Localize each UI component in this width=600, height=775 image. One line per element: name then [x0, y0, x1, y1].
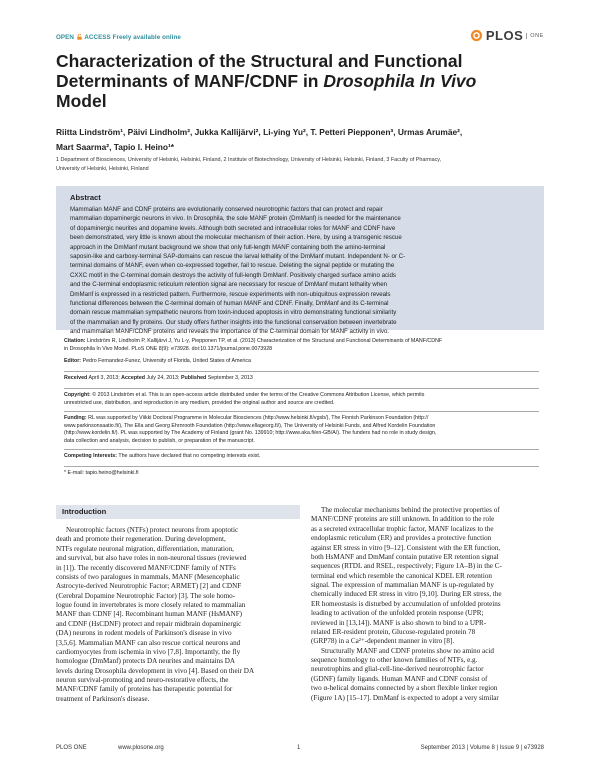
abstract-line: terminal domains of MANF, even when co-expressed together, fail to rescue. Deleting the signal peptide or mutating the	[70, 262, 395, 270]
left-column	[56, 526, 300, 704]
journal-logo[interactable]	[470, 28, 544, 43]
intro-left-line: cardiomyocytes from ischemia in vivo [7,8]. Importantly, the fly	[56, 647, 241, 656]
intro-left-line: death and promote their regeneration. During development,	[56, 535, 226, 544]
abstract-box	[56, 186, 544, 336]
intro-left-line: and survival, but also have roles in non-neuronal tissues (reviewed	[56, 554, 247, 563]
funding-text-1: RL was supported by Viikki Doctoral Programme in Molecular Biosciences (http://www.helsinki.fi/vgsb/), The Finnish Parkinson Foundation (http://	[88, 415, 429, 421]
copyright-text-1: © 2013 Lindström et al. This is an open-access article distributed under the terms of the Creative Commons Attribution License, which permits	[92, 392, 425, 398]
affiliations	[56, 156, 546, 174]
intro-right-line: (GRP78) in a Ca²⁺-dependent manner in vitro [8].	[311, 637, 455, 646]
intro-left-line: MANF than CDNF [4]. Recombinant human MANF (HsMANF)	[56, 610, 243, 619]
intro-right-line: sequence homology to other known families of NTFs, e.g.	[311, 656, 478, 664]
right-column	[311, 506, 545, 703]
email-label: * E-mail:	[64, 470, 85, 476]
intro-right-line: sequences (RTDL and RSEL, respectively; Figure 1A–B) in the C-	[311, 562, 502, 571]
intro-left-line: consists of two paralogues in mammals, MANF (Mesencephalic	[56, 572, 240, 581]
intro-right-line: neurotrophins and glial-cell-line-derived neurotrophic factor	[311, 665, 484, 674]
journal-subtitle: ONE	[526, 33, 544, 39]
intro-right-line: reviewed in [13,14]). MANF is also shown to bind to a UPR-	[311, 618, 487, 627]
intro-right-line: two α-helical domains connected by a short flexible linker region	[311, 684, 498, 693]
intro-right-line: chemically induced ER stress in vitro [9,10]. During ER stress, the	[311, 590, 502, 599]
abstract-line: mammalian dopaminergic neurons in vivo. In Drosophila, the sole MANF protein (DmManf) is needed for the maintenance	[70, 215, 401, 223]
competing-interests	[64, 453, 539, 461]
intro-right-line: Structurally MANF and CDNF proteins show no amino acid	[321, 646, 494, 655]
open-access-tagline: ACCESS Freely available online	[84, 34, 181, 41]
author-line-2: Mart Saarma², Tapio I. Heino¹*	[56, 142, 175, 152]
competing-label: Competing Interests:	[64, 453, 117, 459]
abstract-line: and the C-terminal endoplasmic reticulum retention signal are necessary for rescue of DmManf mutant lethality when	[70, 281, 388, 289]
abstract-line: and mammalian MANF/CDNF proteins and reveals the importance of the C-terminal domain for MANF activity in vivo.	[70, 328, 390, 336]
funding-text-2: www.parkinsonsaatio.fi/), The Ella and Georg Ehrnrooth Foundation (http://www.ellageorg.fi/), The University of Helsinki Funds, and Alfred Kordelin Foundation	[64, 422, 436, 429]
intro-right-line: (Figure 1A) [15–17]. DmManf is expected to adopt a very similar	[311, 693, 499, 702]
intro-left-line: MANF/CDNF family of proteins has therapeutic potential for	[56, 685, 233, 694]
editor-text: Pedro Fernandez-Funez, University of Florida, United States of America	[82, 358, 251, 364]
divider	[64, 371, 539, 372]
editor-line	[64, 358, 539, 366]
title-line-2-plain: Determinants of MANF/CDNF in	[56, 71, 324, 91]
intro-left-line: homologue (DmManf) protects DA neurites and maintains DA	[56, 657, 236, 666]
abstract-line: DmManf is expressed in a restricted pattern. Furthermore, rescue experiments with non-ubiquitous expression reveals	[70, 290, 391, 298]
competing-text: The authors have declared that no competing interests exist.	[118, 453, 261, 459]
intro-right-line: as a secreted extracellular trophic factor, MANF localizes to the	[311, 524, 494, 533]
abstract-line: Mammalian MANF and CDNF proteins are evolutionarily conserved neurotrophic factors that can protect and repair	[70, 206, 383, 213]
accepted-label: Accepted	[121, 375, 145, 381]
funding-label: Funding:	[64, 415, 87, 421]
abstract-line: domain rescue mammalian sympathetic neurons from toxin-induced apoptosis in vitro demonstrating functional similarity	[70, 309, 397, 317]
intro-right-line: related ER-resident protein, Glucose-regulated protein 78	[311, 627, 476, 636]
open-access-label: OPEN	[56, 34, 74, 41]
divider	[64, 449, 539, 450]
intro-right-line: (GDNF) family ligands. Human MANF and CDNF consist of	[311, 674, 488, 683]
funding-text-3: (http://www.kordelin.fi/). PL was supported by The Academy of Finland (grant No. 139910; http://www.aka.fi/en-GB/A/). The funders had no role in study design,	[64, 430, 437, 437]
intro-left-line: NTFs regulate neuronal migration, differentiation, maturation,	[56, 544, 234, 553]
abstract-line: been demonstrated, very little is known about the molecular mechanism of their action. Here, by using a transgenic rescue	[70, 234, 402, 242]
title-line-3: Model	[56, 91, 107, 111]
citation-label: Citation:	[64, 338, 86, 344]
abstract-line: saposin-like and carboxy-terminal SAP-domains can rescue the larval lethality of the DmManf mutant. Independent N- or C-	[70, 253, 406, 261]
intro-right-line: endoplasmic reticulum (ER) and provides a protective function	[311, 534, 492, 543]
title-line-1: Characterization of the Structural and Functional	[56, 51, 463, 71]
citation-text-1: Lindström R, Lindholm P, Kallijärvi J, Yu L-y, Piepponen TP, et al. (2013) Characterization of the Structural and Functional Determinants of MANF/CDNF	[86, 338, 443, 344]
divider	[64, 411, 539, 412]
intro-right-line: both HsMANF and DmManf contain putative ER retention signal	[311, 552, 499, 561]
intro-paragraph-1	[56, 526, 300, 704]
intro-left-line: and CDNF (HsCDNF) protect and repair midbrain dopaminergic	[56, 619, 242, 628]
author-list	[56, 125, 546, 155]
copyright-label: Copyright:	[64, 392, 91, 398]
abstract-line: approach in the DmManf mutant background we show that only full-length MANF containing both the amino-terminal	[70, 243, 386, 251]
abstract-line: CXXC motif in the C-terminal domain destroys the activity of full-length DmManf. Positively charged surface amino acids	[70, 271, 396, 279]
title-line-2-italic: Drosophila In Vivo	[323, 71, 477, 91]
divider	[64, 466, 539, 467]
intro-paragraph-3	[311, 647, 545, 703]
abstract-line: of the mammalian and fly proteins. Our study offers further insights into the functional conservation between invertebrate	[70, 318, 397, 326]
editor-label: Editor:	[64, 358, 82, 364]
email-address[interactable]: tapio.heino@helsinki.fi	[85, 470, 139, 476]
footer-issue: September 2013 | Volume 8 | Issue 9 | e73928	[420, 745, 544, 751]
footer-page-number: 1	[297, 745, 301, 751]
intro-right-line: ER homeostasis is disturbed by accumulation of unfolded proteins	[311, 599, 501, 608]
open-lock-icon	[77, 34, 82, 40]
citation-text-2: in Drosophila In Vivo Model. PLoS ONE 8(9): e73928. doi:10.1371/journal.pone.0073928	[64, 345, 273, 352]
intro-left-line: Astrocyte-derived Neurotrophic Factor; ARMET) [2] and CDNF	[56, 582, 242, 591]
published-label: Published	[180, 375, 207, 381]
journal-name: PLOS	[485, 28, 524, 43]
intro-left-line: logue found in invertebrates is more closely related to mammalian	[56, 601, 246, 609]
intro-right-line: terminal end which resemble the canonical KDEL ER retention	[311, 571, 492, 580]
footer-journal: PLOS ONE	[56, 745, 87, 751]
published-date: September 3, 2013	[207, 375, 253, 381]
title-line-2	[56, 71, 546, 91]
intro-left-line: (Cerebral Dopamine Neurotrophic Factor) [3]. The sole homo-	[56, 591, 236, 600]
citation	[64, 338, 539, 353]
dates-line	[64, 375, 539, 383]
abstract-heading: Abstract	[70, 193, 101, 202]
abstract-line: functional differences between the C-terminal domain of human MANF and CDNF. Finally, DmManf and its C-terminal	[70, 300, 389, 308]
intro-left-line: in [1]). The recently discovered MANF/CDNF family of NTFs	[56, 563, 236, 572]
intro-left-line: treatment of Parkinson's disease.	[56, 694, 150, 703]
intro-right-line: MANF/CDNF proteins are still unknown. In addition to the role	[311, 515, 495, 524]
email-line	[64, 470, 539, 478]
intro-left-line: (DA) neurons in rodent models of Parkinson's disease in vivo	[56, 629, 232, 638]
divider	[64, 388, 539, 389]
open-access-banner	[56, 34, 181, 41]
funding-text-4: data collection and analysis, decision to publish, or preparation of the manuscript.	[64, 437, 255, 444]
intro-right-line: signal. The expression of mammalian MANF is up-regulated by	[311, 581, 494, 589]
intro-left-line: levels during Drosophila development in vivo [4]. Based on their DA	[56, 666, 255, 675]
intro-right-line: against ER stress in vitro [9–12]. Consistent with the ER function,	[311, 543, 501, 552]
abstract-line: of dopaminergic neurites and dopamine levels. Although both secreted and intracellular roles for MANF and CDNF have	[70, 224, 396, 232]
affiliation-line-1: 1 Department of Biosciences, University of Helsinki, Helsinki, Finland, 2 Institute of Biotechnology, University of Helsinki, Helsinki, Finland, 3 Faculty of Pharmacy,	[56, 157, 442, 163]
footer-url[interactable]: www.plosone.org	[118, 745, 164, 751]
author-line-1: Riitta Lindström¹, Päivi Lindholm², Jukka Kallijärvi², Li-ying Yu², T. Petteri Piepponen³, Urmas Arumäe²,	[56, 127, 463, 137]
accepted-date: July 24, 2013;	[146, 375, 180, 381]
intro-right-line: The molecular mechanisms behind the protective properties of	[321, 506, 500, 514]
affiliation-line-2: University of Helsinki, Helsinki, Finland	[56, 166, 149, 172]
received-date: April 3, 2013;	[88, 375, 120, 381]
intro-left-line: Neurotrophic factors (NTFs) protect neurons from apoptotic	[66, 526, 239, 534]
plos-logo-icon	[470, 29, 483, 42]
funding	[64, 415, 539, 445]
intro-left-line: neuron survival-promoting and neuro-restorative effects, the	[56, 676, 229, 684]
received-label: Received	[64, 375, 88, 381]
copyright-text-2: unrestricted use, distribution, and reproduction in any medium, provided the original author and source are credited.	[64, 399, 335, 406]
copyright	[64, 392, 539, 407]
intro-paragraph-2	[311, 506, 545, 647]
abstract-body	[70, 205, 532, 337]
article-title	[56, 51, 546, 111]
intro-right-line: leading to activation of the unfolded protein response (UPR;	[311, 609, 484, 618]
intro-left-line: [3,5,6]. Mammalian MANF can also rescue cortical neurons and	[56, 638, 241, 647]
introduction-heading: Introduction	[56, 505, 300, 519]
